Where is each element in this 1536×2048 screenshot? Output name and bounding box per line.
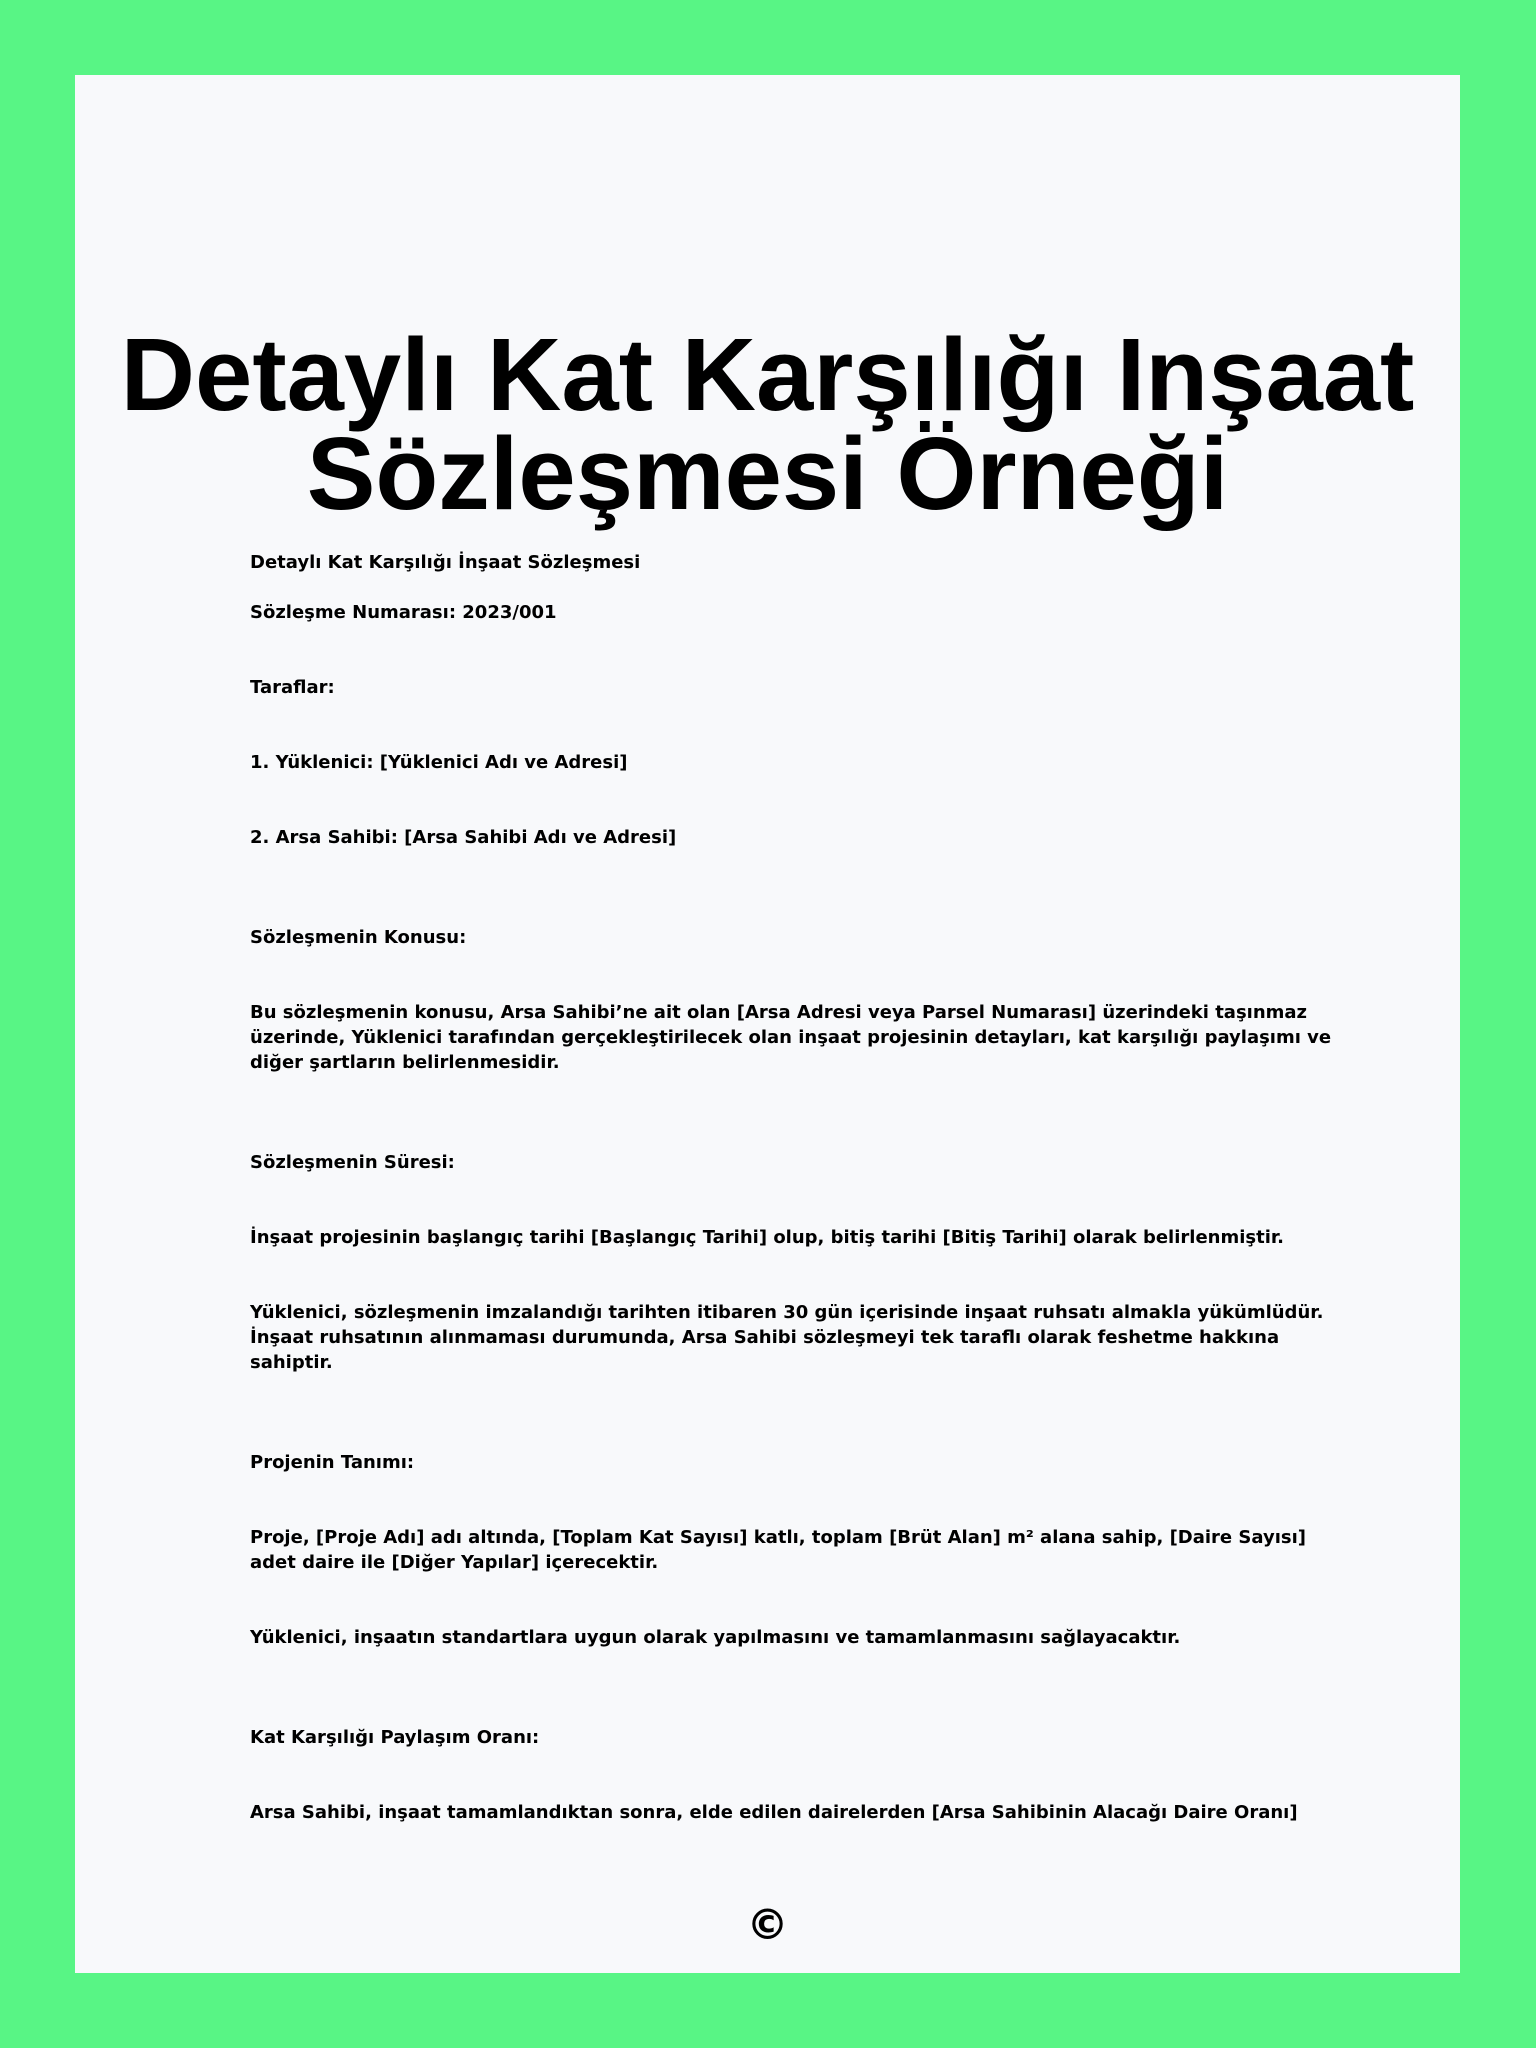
duration-paragraph-1: İnşaat projesinin başlangıç tarihi [Başlangıç Tarihi] olup, bitiş tarihi [Bitiş Tarihi] olarak belirlenmiştir.: [250, 1227, 1285, 1248]
subject-heading: Sözleşmenin Konusu:: [250, 927, 467, 948]
duration-heading: Sözleşmenin Süresi:: [250, 1152, 455, 1173]
subject-paragraph: Bu sözleşmenin konusu, Arsa Sahibi’ne ait olan [Arsa Adresi veya Parsel Numarası] üzerindeki taşınmaz üzerinde, Yüklenici tarafından gerçekleştirilecek olan inşaat projesinin detayları, kat karşılığı paylaşımı ve diğer şartların belirlenmesidir.: [250, 1002, 1338, 1073]
party-contractor: 1. Yüklenici: [Yüklenici Adı ve Adresi]: [250, 752, 628, 773]
project-paragraph-1: Proje, [Proje Adı] adı altında, [Toplam Kat Sayısı] katlı, toplam [Brüt Alan] m² alana sahip, [Daire Sayısı] adet daire ile [Diğer Yapılar] içerecektir.: [250, 1527, 1313, 1573]
copyright-icon: ©: [746, 1900, 789, 1949]
page-title: [75, 317, 1460, 531]
duration-paragraph-2: Yüklenici, sözleşmenin imzalandığı tarihten itibaren 30 gün içerisinde inşaat ruhsatı almakla yükümlüdür. İnşaat ruhsatının alınmaması durumunda, Arsa Sahibi sözleşmeyi tek taraflı olarak feshetme hakkına sahiptir.: [250, 1302, 1330, 1373]
page-title-line-1: Detaylı Kat Karşılığı Inşaat: [120, 317, 1415, 432]
party-land-owner: 2. Arsa Sahibi: [Arsa Sahibi Adı ve Adresi]: [250, 827, 677, 848]
page-title-line-2: Sözleşmesi Örneği: [306, 416, 1229, 531]
contract-number: Sözleşme Numarası: 2023/001: [250, 602, 557, 623]
project-heading: Projenin Tanımı:: [250, 1452, 415, 1473]
parties-heading: Taraflar:: [250, 677, 335, 698]
share-heading: Kat Karşılığı Paylaşım Oranı:: [250, 1727, 540, 1748]
contract-heading: Detaylı Kat Karşılığı İnşaat Sözleşmesi: [250, 552, 641, 573]
document-page: [75, 75, 1460, 1973]
project-paragraph-2: Yüklenici, inşaatın standartlara uygun olarak yapılmasını ve tamamlanmasını sağlayacaktır.: [250, 1627, 1181, 1648]
share-paragraph: Arsa Sahibi, inşaat tamamlandıktan sonra, elde edilen dairelerden [Arsa Sahibinin Alacağı Daire Oranı]: [250, 1802, 1298, 1823]
